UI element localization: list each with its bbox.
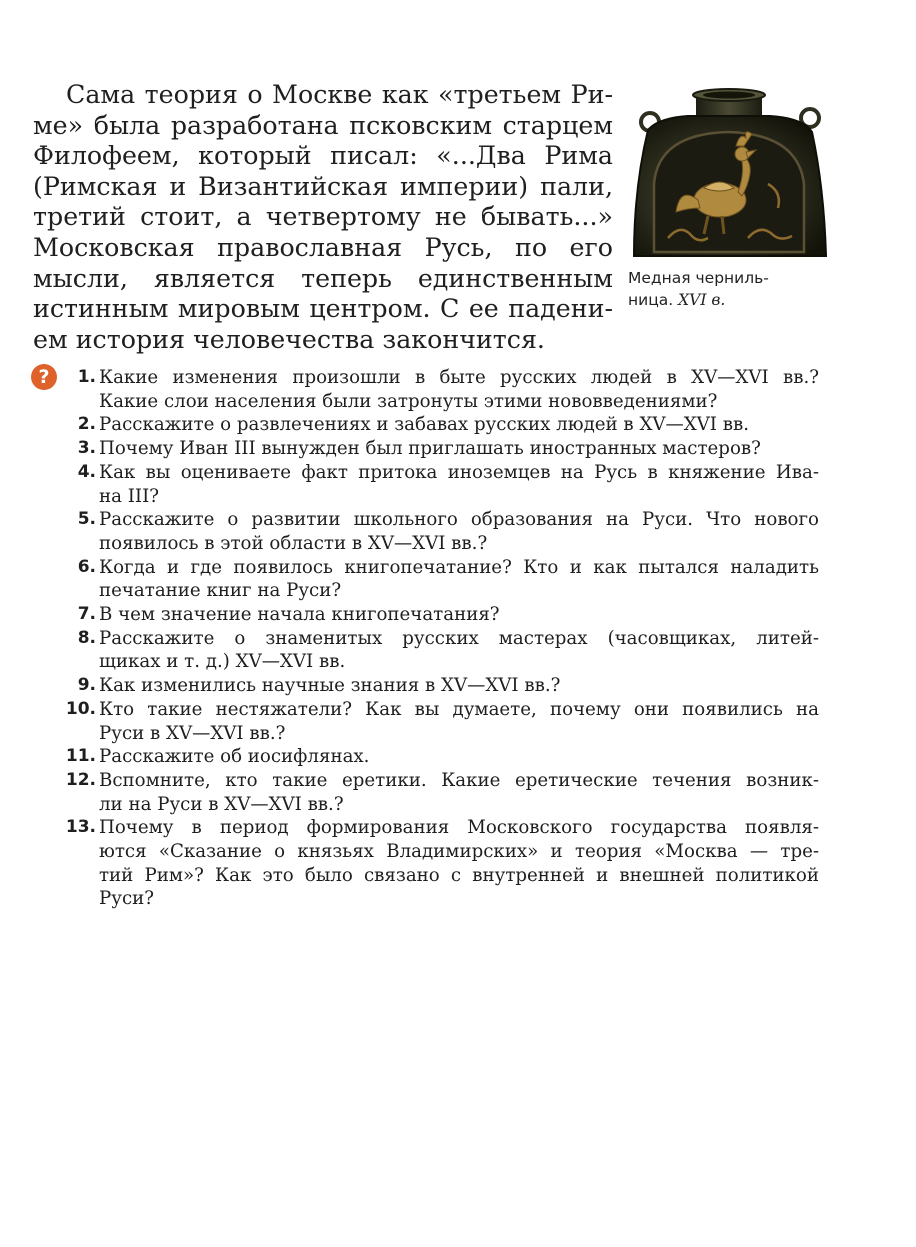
question-item: [63, 556, 819, 603]
question-number: 5.: [77, 509, 96, 530]
question-line: щиках и т. д.) XV—XVI вв.: [99, 651, 346, 673]
question-line: Расскажите о знаменитых русских мастерах (часовщиках, литей-: [99, 627, 819, 649]
question-line: Кто такие нестяжатели? Как вы думаете, почему они появились на: [99, 698, 819, 720]
main-paragraph: [33, 80, 613, 355]
question-number: 13.: [65, 817, 96, 838]
question-line: Расскажите об иосифлянах.: [99, 746, 370, 768]
question-number: 8.: [77, 627, 96, 648]
question-number: 12.: [65, 769, 96, 790]
question-line: появилось в этой области в XV—XVI вв.?: [99, 532, 488, 554]
question-item: [63, 674, 819, 698]
paragraph-line: (Римская и Византийская империи) пали,: [33, 171, 613, 201]
question-item: [63, 437, 819, 461]
question-number: 1.: [77, 367, 96, 387]
question-number: 7.: [77, 604, 96, 625]
question-line: ли на Руси в XV—XVI вв.?: [99, 793, 344, 815]
question-text: [99, 366, 819, 413]
caption-text: ница.: [628, 291, 679, 309]
question-line: Когда и где появилось книгопечатание? Кто и как пытался наладить: [99, 556, 819, 578]
question-line: на III?: [99, 485, 160, 507]
question-line: Как вы оцениваете факт притока иноземцев на Русь в княжение Ива-: [99, 461, 819, 483]
inkwell-image: [628, 88, 828, 260]
question-line: Как изменились научные знания в XV—XVI вв.?: [99, 675, 561, 697]
question-line: Руси в XV—XVI вв.?: [99, 722, 286, 744]
question-number: 3.: [77, 438, 96, 459]
question-number: 6.: [77, 556, 96, 577]
question-mark-icon: ?: [31, 364, 57, 390]
paragraph-line: истинным мировым центром. С ее падени-: [33, 294, 613, 324]
question-item: [63, 816, 819, 911]
question-item: [63, 627, 819, 674]
question-number: 2.: [77, 414, 96, 435]
question-text: [99, 674, 819, 698]
question-line: тий Рим»? Как это было связано с внутренней и внешней политикой: [99, 864, 819, 886]
question-text: [99, 461, 819, 508]
paragraph-line: ме» была разработана псковским старцем: [33, 110, 613, 140]
question-item: [63, 366, 819, 413]
question-text: [99, 816, 819, 911]
caption-century: XVI в.: [678, 291, 726, 309]
question-line: Почему Иван III вынужден был приглашать иностранных мастеров?: [99, 438, 761, 460]
question-line: Какие слои населения были затронуты этими нововведениями?: [99, 390, 718, 412]
question-line: Почему в период формирования Московского государства появля-: [99, 817, 819, 839]
question-line: Расскажите о развитии школьного образования на Руси. Что нового: [99, 509, 819, 531]
paragraph-line: ем история человечества закончится.: [33, 324, 545, 354]
question-number: 9.: [77, 675, 96, 696]
questions-list: [63, 366, 819, 911]
question-text: [99, 745, 819, 769]
caption-line: [628, 289, 828, 311]
paragraph-line: Московская православная Русь, по его: [33, 232, 613, 262]
question-number: 4.: [77, 461, 96, 482]
question-line: печатание книг на Руси?: [99, 580, 342, 602]
question-item: [63, 508, 819, 555]
question-item: [63, 461, 819, 508]
question-text: [99, 698, 819, 745]
figure-caption: [628, 267, 828, 311]
question-line: Расскажите о развлечениях и забавах русских людей в XV—XVI вв.: [99, 414, 750, 436]
question-text: [99, 603, 819, 627]
question-line: Вспомните, кто такие еретики. Какие еретические течения возник-: [99, 769, 819, 791]
question-item: [63, 603, 819, 627]
question-item: [63, 413, 819, 437]
inkwell-illustration: [628, 88, 828, 260]
question-line: ются «Сказание о князьях Владимирских» и теория «Москва — тре-: [99, 841, 819, 863]
caption-line: Медная черниль-: [628, 269, 769, 287]
question-text: [99, 508, 819, 555]
paragraph-line: третий стоит, а четвертому не бывать...»: [33, 202, 613, 232]
question-number: 10.: [65, 698, 96, 719]
question-text: [99, 769, 819, 816]
question-line: В чем значение начала книгопечатания?: [99, 604, 500, 626]
question-text: [99, 437, 819, 461]
paragraph-line: мысли, является теперь единственным: [33, 263, 613, 293]
paragraph-line: Сама теория о Москве как «третьем Ри-: [66, 80, 613, 109]
question-line: Какие изменения произошли в быте русских людей в XV—XVI вв.?: [99, 367, 819, 388]
question-text: [99, 413, 819, 437]
question-item: [63, 698, 819, 745]
paragraph-line: Филофеем, который писал: «...Два Рима: [33, 141, 613, 171]
question-text: [99, 556, 819, 603]
question-text: [99, 627, 819, 674]
question-number: 11.: [65, 746, 96, 767]
question-item: [63, 769, 819, 816]
question-line: Руси?: [99, 888, 154, 910]
question-item: [63, 745, 819, 769]
